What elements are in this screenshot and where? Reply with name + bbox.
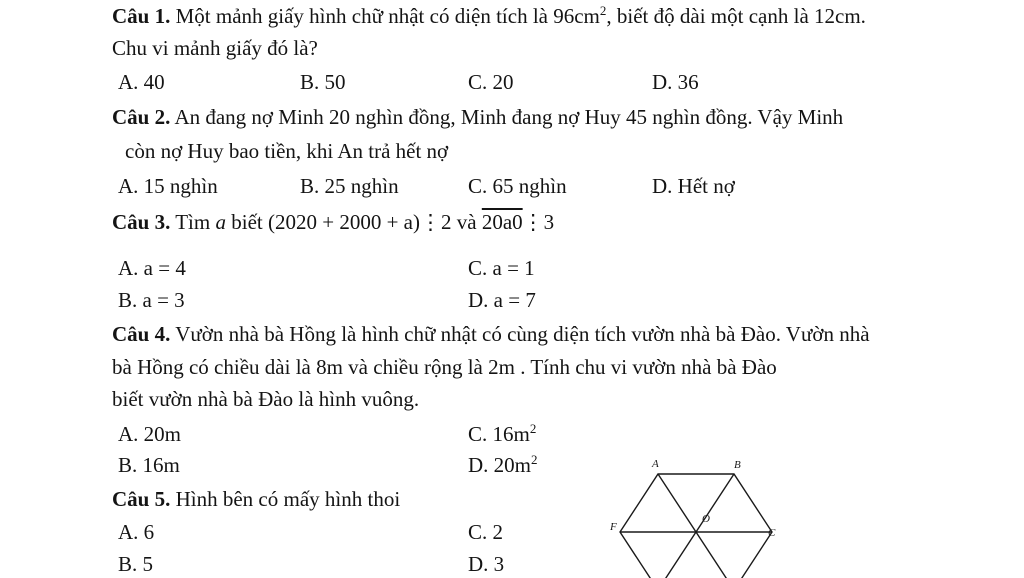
q2-option-b: B. 25 nghìn	[300, 174, 399, 198]
q3-option-a: A. a = 4	[118, 256, 186, 280]
q3-label: Câu 3.	[112, 210, 171, 234]
diagonal-ad	[658, 474, 734, 578]
figure-label-f: F	[610, 521, 617, 533]
q2-line1: Câu 2. An đang nợ Minh 20 nghìn đồng, Minh đang nợ Huy 45 nghìn đồng. Vậy Minh	[112, 105, 844, 129]
q5-label: Câu 5.	[112, 487, 171, 511]
q4-line3: biết vườn nhà bà Đào là hình vuông.	[112, 387, 420, 411]
q1-line1: Câu 1. Một mảnh giấy hình chữ nhật có diện tích là $96cm^2$, biết độ dài một cạnh là 12cm.	[112, 3, 866, 28]
q2-line2: còn nợ Huy bao tiền, khi An trả hết nợ	[125, 139, 449, 163]
q3-expression-1: (2020 + 2000 + a)⋮2	[267, 210, 452, 234]
q3-line1: Câu 3. Tìm a biết (2020 + 2000 + a)⋮2 và 20a0⋮3	[112, 210, 555, 234]
q2-option-a: A. 15 nghìn	[118, 174, 218, 198]
q3-option-d: D. a = 7	[468, 288, 536, 312]
q4-option-d: D. $20m^2$	[468, 452, 538, 477]
q3-expression-2: 20a0	[481, 210, 523, 234]
hexagon-rhombus-figure	[606, 452, 786, 578]
q4-line2: bà Hồng có chiều dài là 8m và chiều rộng là 2m . Tính chu vi vườn nhà bà Đào	[112, 355, 777, 379]
q1-option-a: A. 40	[118, 70, 165, 94]
q1-line2: Chu vi mảnh giấy đó là?	[112, 36, 318, 60]
q1-option-c: C. 20	[468, 70, 514, 94]
q4-option-c: C. $16m^2$	[468, 421, 537, 446]
q4-option-a: A. 20m	[118, 422, 181, 446]
q1-option-b: B. 50	[300, 70, 346, 94]
outer-hexagon	[620, 474, 772, 578]
q5-option-a: A. 6	[118, 520, 155, 544]
q2-label: Câu 2.	[112, 105, 171, 129]
q4-label: Câu 4.	[112, 322, 171, 346]
q2-option-c: C. 65 nghìn	[468, 174, 567, 198]
q1-label: Câu 1.	[112, 4, 171, 28]
q5-line1: Câu 5. Hình bên có mấy hình thoi	[112, 487, 401, 511]
figure-label-c: C	[768, 527, 776, 539]
q3-option-c: C. a = 1	[468, 256, 535, 280]
figure-lines	[620, 474, 772, 578]
q2-option-d: D. Hết nợ	[652, 174, 735, 198]
q5-option-d: D. 3	[468, 552, 505, 576]
q3-option-b: B. a = 3	[118, 288, 185, 312]
q5-option-b: B. 5	[118, 552, 154, 576]
diagonal-be	[658, 474, 734, 578]
q5-option-c: C. 2	[468, 520, 504, 544]
figure-label-b: B	[734, 459, 741, 471]
q1-option-d: D. 36	[652, 70, 699, 94]
q4-option-b: B. 16m	[118, 453, 180, 477]
q4-line1: Câu 4. Vườn nhà bà Hồng là hình chữ nhật có cùng diện tích vườn nhà bà Đào. Vườn nhà	[112, 322, 870, 346]
figure-label-o: O	[702, 513, 710, 525]
figure-label-a: A	[652, 458, 659, 470]
